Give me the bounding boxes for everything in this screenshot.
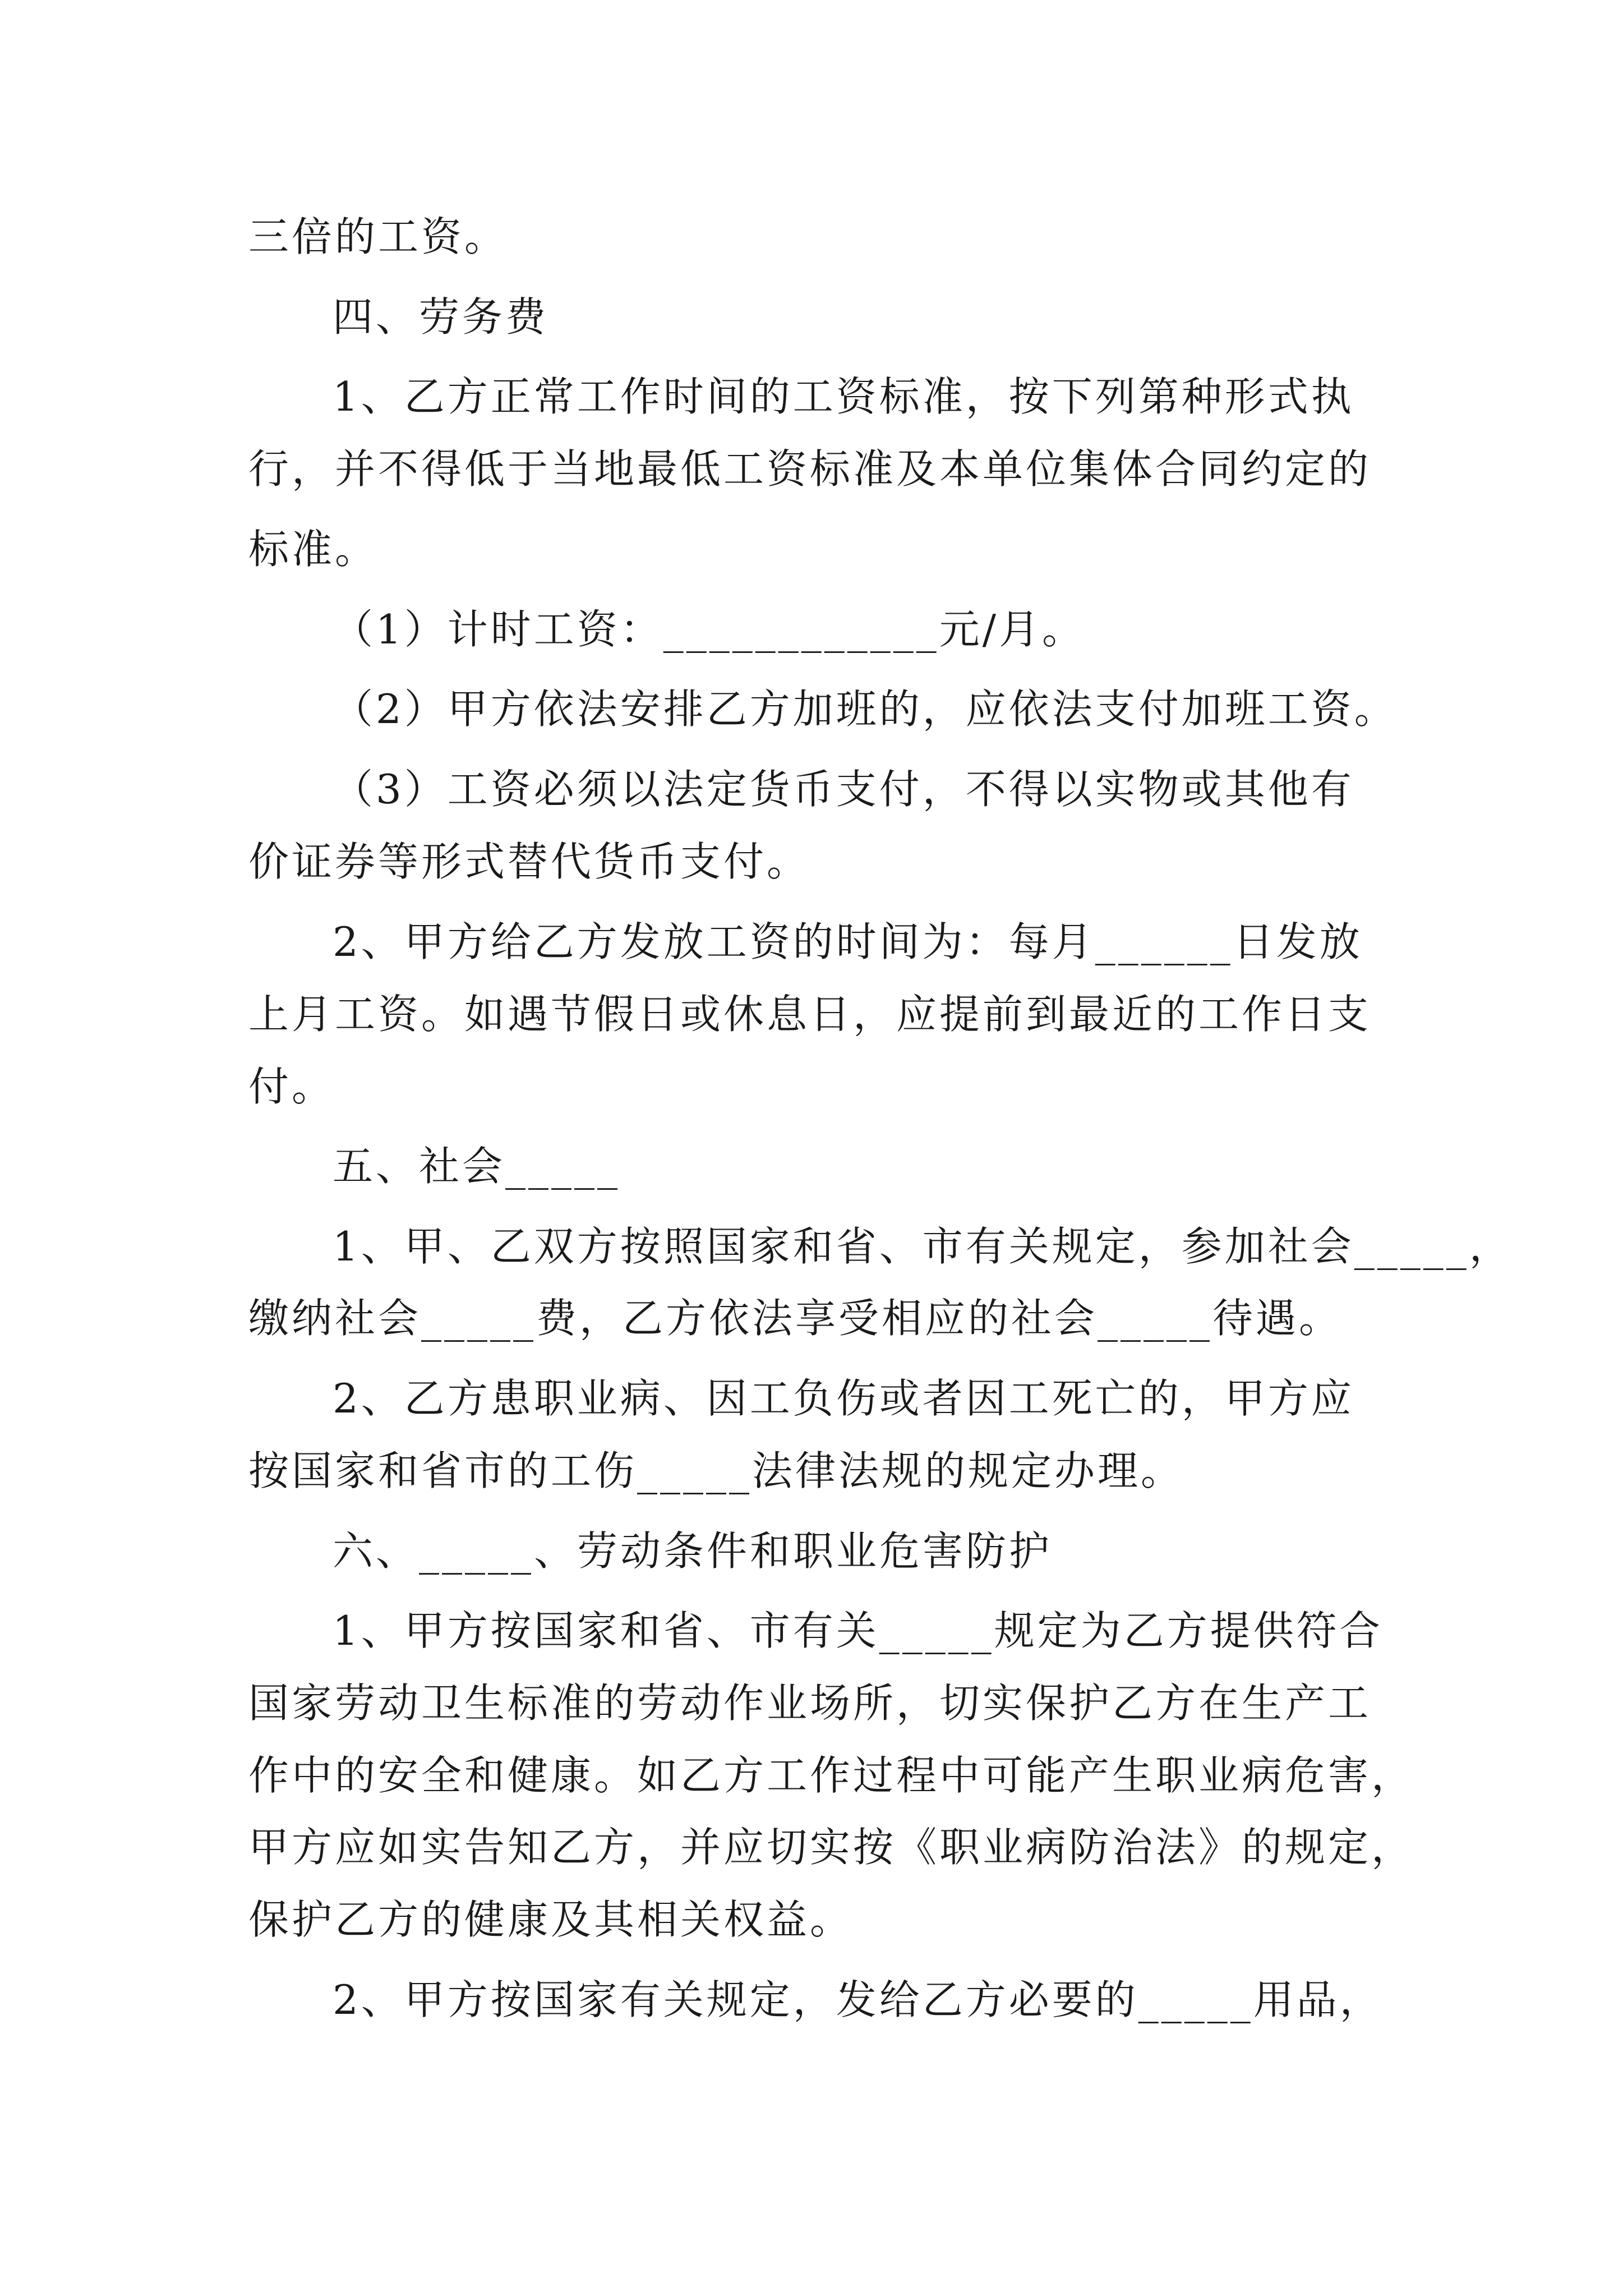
text-line: 付。 [248,1063,335,1110]
text-line: 2、乙方患职业病、因工负伤或者因工死亡的，甲方应 [333,1375,1354,1422]
text-line: 国家劳动卫生标准的劳动作业场所，切实保护乙方在生产工 [248,1680,1372,1727]
text-line: 作中的安全和健康。如乙方工作过程中可能产生职业病危害， [248,1752,1415,1799]
text-line: 三倍的工资。 [248,213,508,260]
text-line: 2、甲方给乙方发放工资的时间为：每月______日发放 [333,918,1363,965]
text-line: 上月工资。如遇节假日或休息日，应提前到最近的工作日支 [248,991,1372,1038]
text-line: 行，并不得低于当地最低工资标准及本单位集体合同约定的 [248,445,1372,493]
section-heading: 六、_____、劳动条件和职业危害防护 [333,1527,1053,1575]
text-line: 1、甲、乙双方按照国家和省、市有关规定，参加社会_____， [333,1223,1513,1270]
text-line: （3）工资必须以法定货币支付，不得以实物或其他有 [333,766,1354,813]
text-line: 缴纳社会_____费，乙方依法享受相应的社会_____待遇。 [248,1295,1343,1342]
text-line: 1、乙方正常工作时间的工资标准，按下列第种形式执 [333,373,1354,420]
text-line: （2）甲方依法安排乙方加班的，应依法支付加班工资。 [333,685,1398,733]
text-line: 甲方应如实告知乙方，并应切实按《职业病防治法》的规定， [248,1824,1415,1871]
text-line: 1、甲方按国家和省、市有关_____规定为乙方提供符合 [333,1607,1383,1654]
text-line: 标准。 [248,526,379,573]
text-line: 按国家和省市的工伤_____法律法规的规定办理。 [248,1447,1184,1494]
text-line: （1）计时工资：____________元/月。 [333,606,1086,653]
text-line: 保护乙方的健康及其相关权益。 [248,1896,854,1943]
section-heading: 四、劳务费 [333,293,549,341]
section-heading: 五、社会_____ [333,1143,621,1190]
text-line: 2、甲方按国家有关规定，发给乙方必要的_____用品， [333,1976,1383,2023]
text-line: 价证券等形式替代货币支付。 [248,838,810,885]
